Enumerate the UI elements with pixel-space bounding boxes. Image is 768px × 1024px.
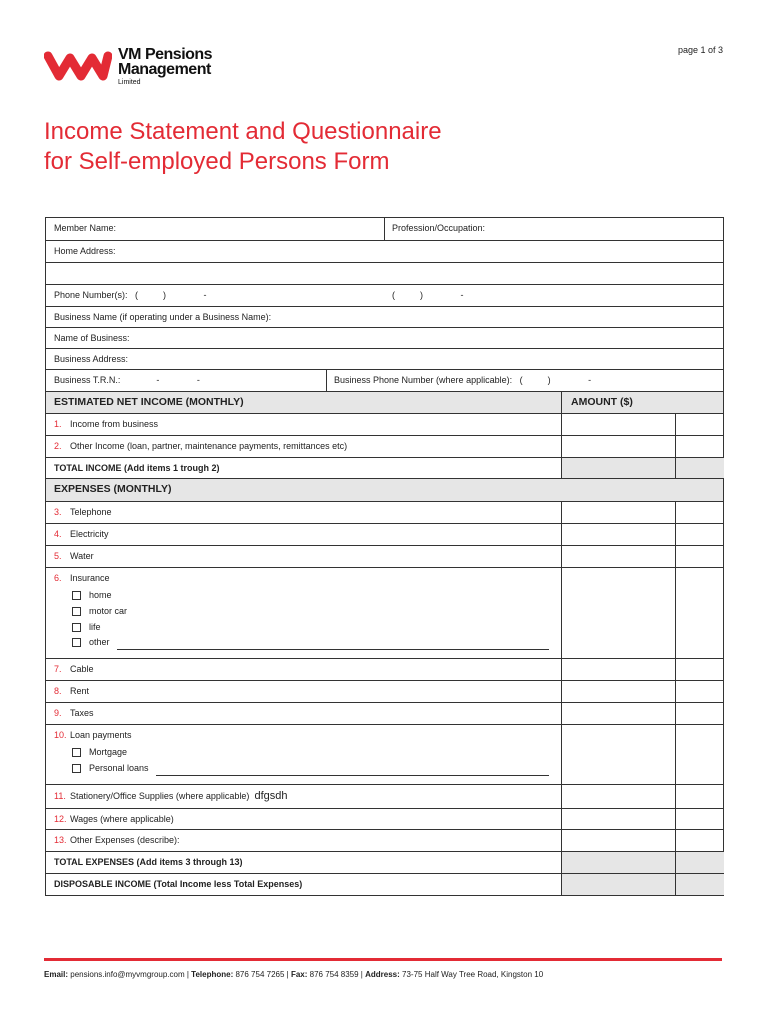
insurance-other-line[interactable] bbox=[117, 649, 549, 650]
income-item-label: Other Income (loan, partner, maintenance payments, remittances etc) bbox=[70, 441, 348, 451]
member-name-label: Member Name: bbox=[54, 223, 117, 233]
amount-cell[interactable] bbox=[561, 436, 676, 457]
expense-row-rent[interactable]: 8. Rent bbox=[46, 681, 723, 703]
stationery-input-value[interactable]: dfgsdh bbox=[254, 790, 288, 802]
vm-logo-icon bbox=[44, 48, 112, 82]
amount-cell[interactable] bbox=[561, 546, 676, 567]
brand-name-line3: Limited bbox=[118, 79, 141, 86]
home-address-row[interactable] bbox=[46, 241, 723, 263]
profession-label: Profession/Occupation: bbox=[392, 223, 486, 233]
footer-contact: Email: pensions.info@myvmgroup.com | Telephone: 876 754 7265 | Fax: 876 754 8359 | Address: 73-75 Half Way Tree Road, Kingston 10 bbox=[44, 970, 544, 979]
expense-row-other[interactable]: 13. Other Expenses (describe): bbox=[46, 830, 723, 852]
business-phone-label: Business Phone Number (where applicable): ( ) - bbox=[334, 375, 592, 385]
cents-cell[interactable] bbox=[675, 785, 724, 808]
amount-header: AMOUNT ($) bbox=[571, 396, 633, 408]
business-name-row[interactable] bbox=[46, 307, 723, 328]
cents-cell[interactable] bbox=[675, 568, 724, 658]
cents-cell[interactable] bbox=[675, 414, 724, 435]
phone-mask-2: ( ) - bbox=[392, 290, 464, 300]
cents-cell[interactable] bbox=[675, 830, 724, 851]
expense-row-telephone[interactable]: 3. Telephone bbox=[46, 502, 723, 524]
home-address-label: Home Address: bbox=[54, 246, 116, 256]
expense-row-wages[interactable]: 12. Wages (where applicable) bbox=[46, 809, 723, 830]
member-name-row bbox=[46, 218, 723, 241]
amount-cell[interactable] bbox=[561, 568, 676, 658]
trn-row[interactable] bbox=[46, 370, 723, 392]
income-item-row[interactable]: 1. Income from business bbox=[46, 414, 723, 436]
income-statement-form bbox=[45, 217, 724, 896]
page-number: page 1 of 3 bbox=[677, 45, 723, 55]
business-address-row[interactable] bbox=[46, 349, 723, 370]
amount-cell[interactable] bbox=[561, 681, 676, 702]
cents-cell[interactable] bbox=[675, 436, 724, 457]
loan-option-mortgage[interactable]: Mortgage bbox=[72, 747, 127, 757]
income-item-label: Income from business bbox=[70, 419, 159, 429]
checkbox-icon bbox=[72, 748, 81, 757]
trn-label: Business T.R.N.: - - bbox=[54, 375, 200, 385]
expense-row-electricity[interactable]: 4. Electricity bbox=[46, 524, 723, 546]
cents-cell[interactable] bbox=[675, 502, 724, 523]
amount-cell[interactable] bbox=[561, 703, 676, 724]
cents-cell[interactable] bbox=[675, 703, 724, 724]
income-header-row bbox=[46, 392, 723, 414]
cents-cell[interactable] bbox=[675, 659, 724, 680]
insurance-option-other[interactable]: other bbox=[72, 637, 110, 647]
name-of-business-row[interactable] bbox=[46, 328, 723, 349]
loan-option-personal[interactable]: Personal loans bbox=[72, 763, 149, 773]
phone-row[interactable] bbox=[46, 285, 723, 307]
amount-cell[interactable] bbox=[561, 659, 676, 680]
checkbox-icon bbox=[72, 764, 81, 773]
expense-row-stationery[interactable]: 11. Stationery/Office Supplies (where applicable) dfgsdh bbox=[46, 785, 723, 809]
company-logo bbox=[44, 46, 234, 91]
expense-row-loans: 10. Loan payments Mortgage Personal loans bbox=[46, 725, 723, 785]
expenses-header-row bbox=[46, 479, 723, 502]
expense-row-taxes[interactable]: 9. Taxes bbox=[46, 703, 723, 725]
footer-email[interactable]: pensions.info@myvmgroup.com bbox=[70, 970, 185, 979]
income-item-row[interactable]: 2. Other Income (loan, partner, maintenance payments, remittances etc) bbox=[46, 436, 723, 458]
total-expenses-row bbox=[46, 852, 723, 874]
amount-cell[interactable] bbox=[561, 524, 676, 545]
phone-label: Phone Number(s): ( ) - bbox=[54, 290, 207, 300]
footer-divider bbox=[44, 958, 722, 961]
expenses-header: EXPENSES (MONTHLY) bbox=[54, 483, 172, 495]
disposable-income-label: DISPOSABLE INCOME (Total Income less Total Expenses) bbox=[54, 879, 303, 889]
expense-row-insurance: 6. Insurance home motor car life other bbox=[46, 568, 723, 659]
amount-cell[interactable] bbox=[561, 502, 676, 523]
form-title: Income Statement and Questionnaire for Self-employed Persons Form bbox=[44, 118, 442, 175]
cents-cell[interactable] bbox=[675, 725, 724, 784]
amount-cell[interactable] bbox=[561, 809, 676, 829]
amount-cell[interactable] bbox=[561, 785, 676, 808]
home-address-line2[interactable] bbox=[46, 263, 723, 285]
cents-cell[interactable] bbox=[675, 546, 724, 567]
expense-row-water[interactable]: 5. Water bbox=[46, 546, 723, 568]
checkbox-icon bbox=[72, 623, 81, 632]
checkbox-icon bbox=[72, 638, 81, 647]
total-income-label: TOTAL INCOME (Add items 1 trough 2) bbox=[54, 463, 220, 473]
insurance-option-home[interactable]: home bbox=[72, 590, 112, 600]
amount-cell[interactable] bbox=[561, 725, 676, 784]
personal-loans-line[interactable] bbox=[156, 775, 549, 776]
insurance-option-life[interactable]: life bbox=[72, 622, 101, 632]
cents-cell[interactable] bbox=[675, 809, 724, 829]
amount-cell[interactable] bbox=[561, 830, 676, 851]
disposable-income-row bbox=[46, 874, 723, 896]
name-of-business-label: Name of Business: bbox=[54, 333, 130, 343]
checkbox-icon bbox=[72, 591, 81, 600]
expense-row-cable[interactable]: 7. Cable bbox=[46, 659, 723, 681]
cents-cell[interactable] bbox=[675, 681, 724, 702]
brand-name-line2: Management bbox=[118, 61, 211, 78]
brand-name-line1: VM Pensions bbox=[118, 46, 213, 63]
total-income-row bbox=[46, 458, 723, 479]
business-address-label: Business Address: bbox=[54, 354, 129, 364]
cents-cell[interactable] bbox=[675, 524, 724, 545]
business-name-label: Business Name (if operating under a Business Name): bbox=[54, 312, 272, 322]
income-header: ESTIMATED NET INCOME (MONTHLY) bbox=[54, 396, 244, 408]
total-expenses-label: TOTAL EXPENSES (Add items 3 through 13) bbox=[54, 857, 243, 867]
amount-cell[interactable] bbox=[561, 414, 676, 435]
insurance-option-motor-car[interactable]: motor car bbox=[72, 606, 127, 616]
checkbox-icon bbox=[72, 607, 81, 616]
total-income-amount bbox=[561, 458, 676, 478]
